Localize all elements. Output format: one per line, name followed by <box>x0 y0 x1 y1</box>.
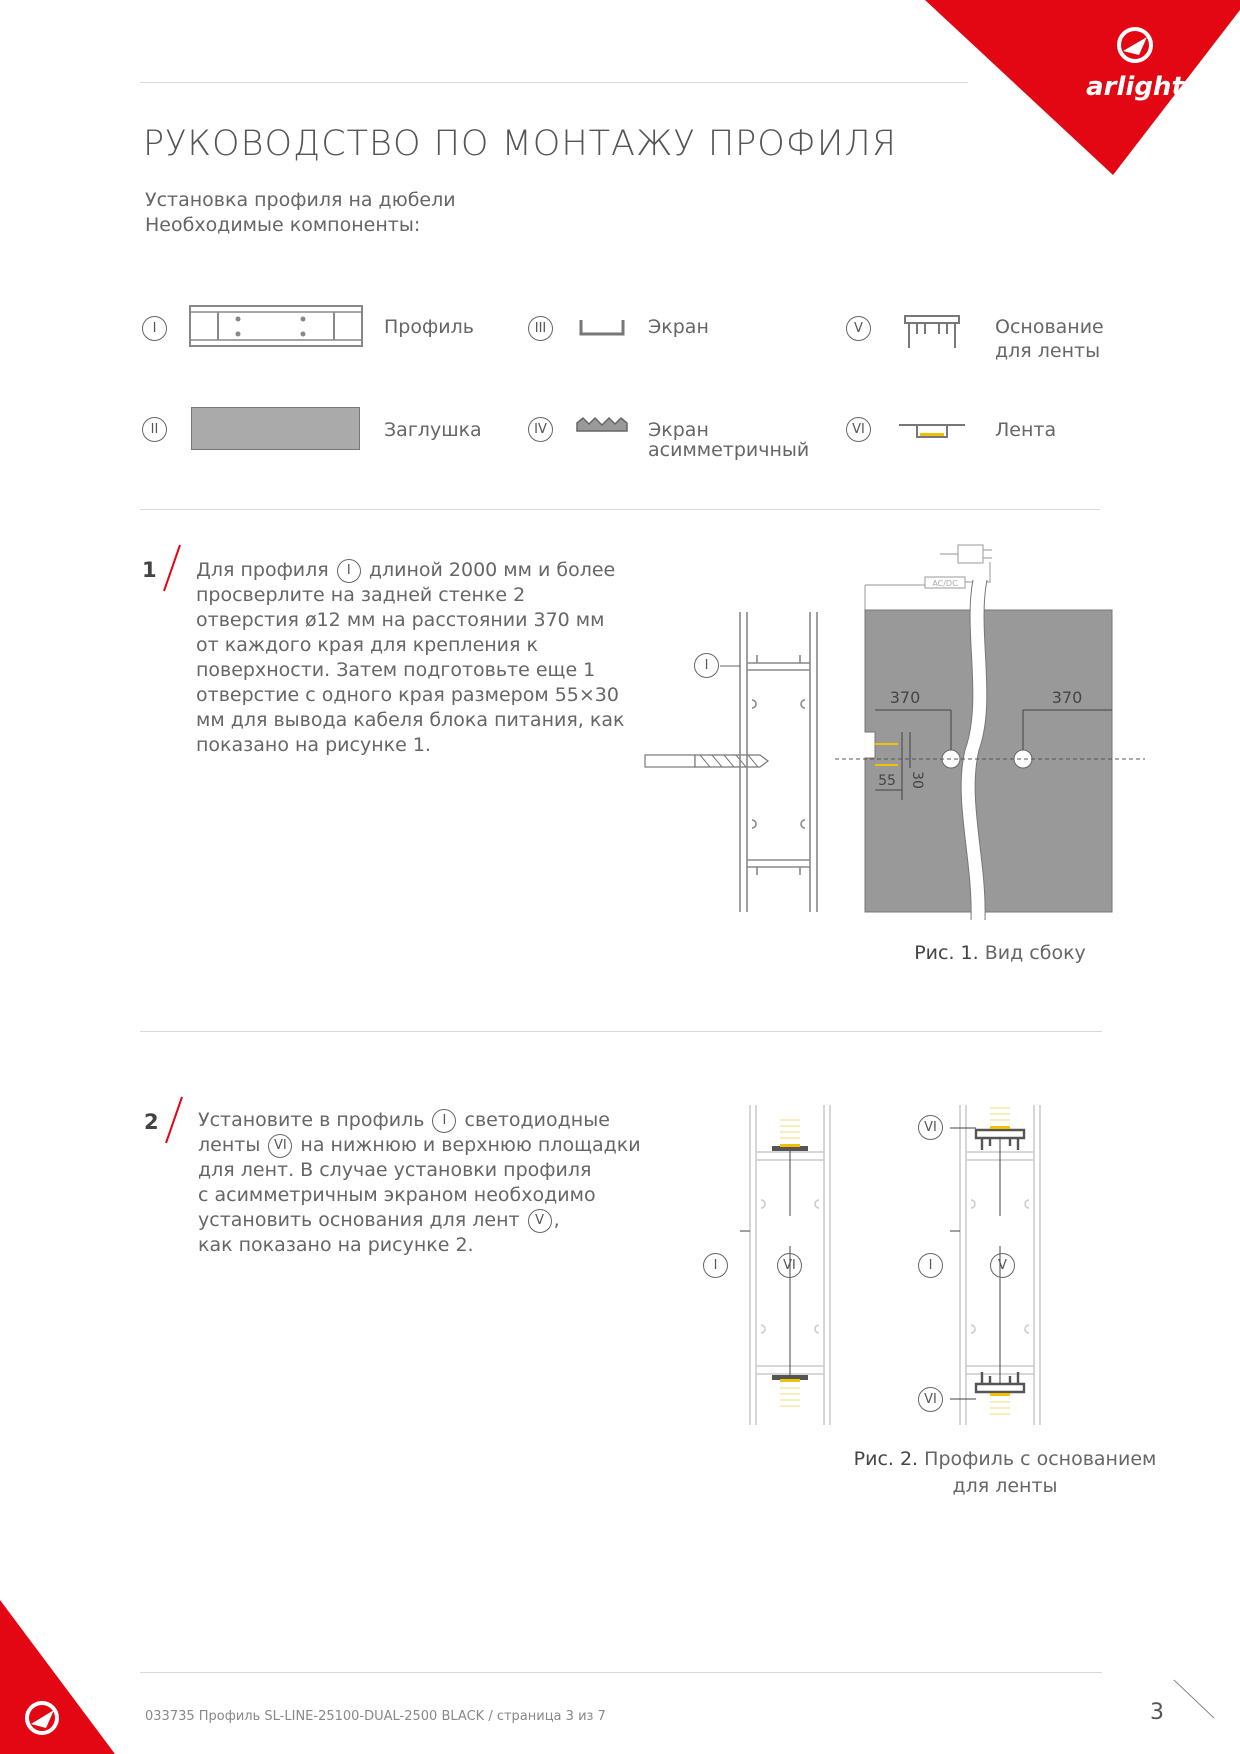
base-ref-badge: V <box>528 1209 552 1233</box>
profile-ref-badge: I <box>337 559 361 583</box>
led-strip-ref-badge: VI <box>268 1134 292 1158</box>
section-divider-2 <box>140 1031 1102 1032</box>
figure-2-left-marker-vi: VI <box>777 1253 802 1278</box>
footer-doc-info: 033735 Профиль SL-LINE-25100-DUAL-2500 BLACK / страница 3 из 7 <box>145 1709 606 1724</box>
brand-name: arlight <box>1086 72 1184 102</box>
figure-2-left-marker-i: I <box>703 1253 728 1278</box>
svg-text:370: 370 <box>1051 688 1083 707</box>
component-num-v: V <box>846 316 871 341</box>
figure-1-caption: Рис. 1. Вид сбоку <box>914 942 1086 964</box>
page-title: РУКОВОДСТВО ПО МОНТАЖУ ПРОФИЛЯ <box>143 124 897 164</box>
component-num-iii: III <box>528 316 553 341</box>
figure-1-wall-panel <box>830 540 1150 930</box>
component-label-diffuser: Экран <box>648 316 709 338</box>
svg-text:30: 30 <box>909 771 925 789</box>
figure-2-caption: Рис. 2. Профиль с основанием для ленты <box>853 1448 1157 1497</box>
component-label-base-1: Основание <box>995 316 1104 338</box>
component-num-i: I <box>142 316 167 341</box>
asymmetric-diffuser-icon <box>575 415 629 437</box>
intro-line-1: Установка профиля на дюбели <box>145 189 456 211</box>
strip-base-icon <box>903 312 961 352</box>
component-label-asym-diffuser-1: Экран <box>648 419 709 441</box>
page-number-slash-icon <box>1172 1678 1216 1722</box>
figure-2-right-marker-vi-top: VI <box>918 1115 943 1140</box>
step-2-text: Установите в профиль I светодиодные ленты VI на нижнюю и верхнюю площадки для лент. В случае установки профиля с асимметричным экраном необходимо установить основания для лент V , как показано на рисунке 2. <box>198 1109 641 1256</box>
section-divider-1 <box>140 509 1100 510</box>
component-num-iv: IV <box>528 417 553 442</box>
step-2-slash-icon <box>162 1095 186 1145</box>
component-label-end-cap: Заглушка <box>384 419 482 441</box>
brand-corner-top <box>925 0 1240 175</box>
brand-corner-bottom <box>0 1600 120 1754</box>
component-label-asym-diffuser-2: асимметричный <box>648 439 810 461</box>
component-label-led-strip: Лента <box>995 419 1057 441</box>
figure-1-profile-drill <box>640 600 820 920</box>
figure-2-right-marker-i: I <box>918 1253 943 1278</box>
svg-text:55: 55 <box>878 773 896 789</box>
figure-2-right-marker-vi-bottom: VI <box>918 1387 943 1412</box>
figure-1-marker-i: I <box>694 653 719 678</box>
svg-text:AC/DC: AC/DC <box>932 579 958 588</box>
svg-text:370: 370 <box>889 688 921 707</box>
top-divider <box>140 82 968 83</box>
figure-2-right-marker-v: V <box>990 1253 1015 1278</box>
diffuser-icon <box>578 318 626 338</box>
led-strip-icon <box>897 419 967 441</box>
step-2-number: 2 <box>144 1110 159 1134</box>
footer-divider <box>140 1672 1102 1673</box>
drill-icon <box>645 755 768 767</box>
page-number: 3 <box>1150 1700 1164 1725</box>
component-num-ii: II <box>142 417 167 442</box>
profile-ref-badge-2: I <box>432 1109 456 1133</box>
end-cap-icon <box>191 407 360 450</box>
component-num-vi: VI <box>846 417 871 442</box>
component-label-profile: Профиль <box>384 316 474 338</box>
intro-line-2: Необходимые компоненты: <box>145 214 421 236</box>
step-1-slash-icon <box>160 543 184 593</box>
step-1-text: Для профиля I длиной 2000 мм и более просверлите на задней стенке 2 отверстия ø12 мм на расстоянии 370 мм от каждого края для крепления к поверхности. Затем подготовьте еще 1 отверстие с одного края размером 55×30 мм для вывода кабеля блока питания, как показано на рисунке 1. <box>196 559 625 756</box>
step-1-number: 1 <box>142 558 157 582</box>
profile-icon <box>188 302 364 350</box>
component-label-base-2: для ленты <box>995 340 1101 362</box>
